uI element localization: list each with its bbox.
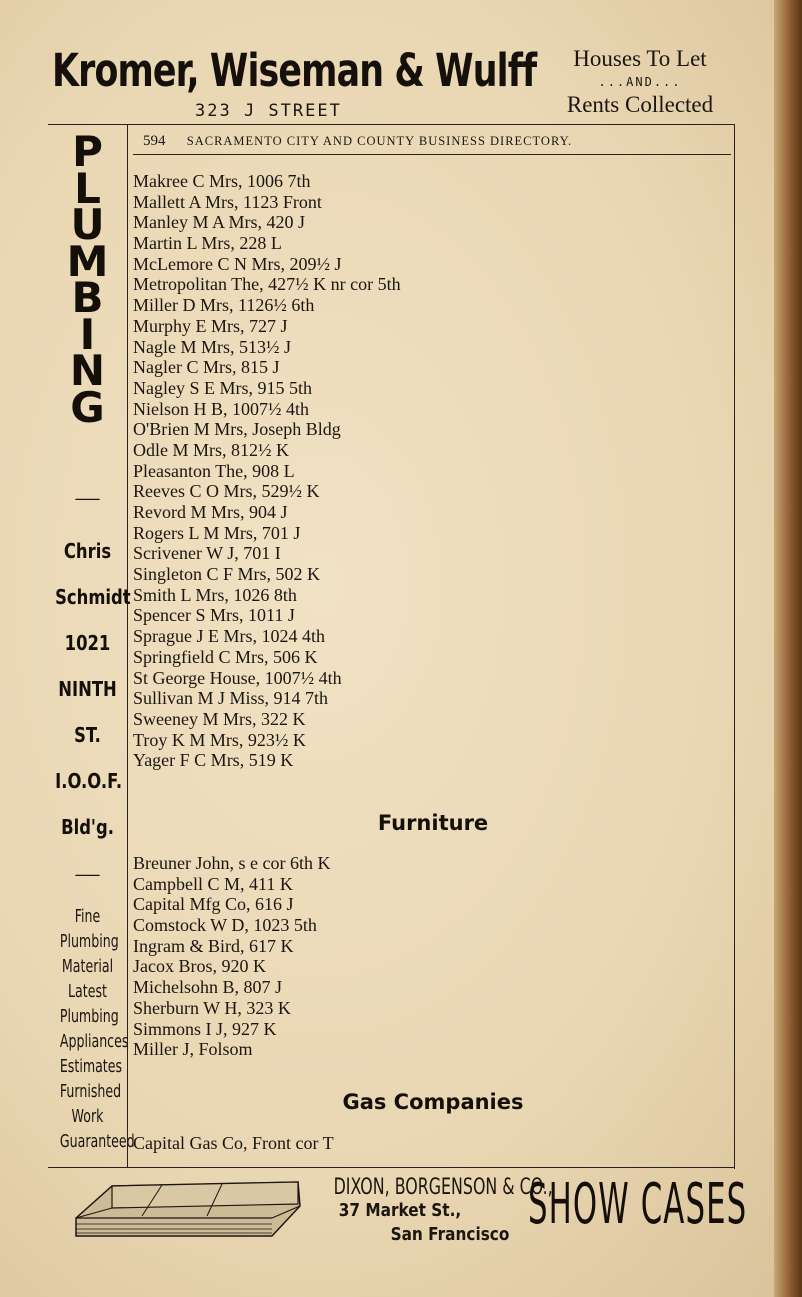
sidebar-light-line: Work: [71, 1106, 104, 1127]
list-item: Singleton C F Mrs, 502 K: [133, 564, 321, 585]
sidebar-light-line: Furnished: [59, 1081, 122, 1102]
list-item: Capital Gas Co, Front cor T: [133, 1133, 334, 1153]
list-item: Nagler C Mrs, 815 J: [133, 357, 280, 378]
plumbing-vertical-word: [48, 127, 127, 432]
showcase-cabinet-icon: [72, 1176, 308, 1242]
list-item: Metropolitan The, 427½ K nr cor 5th: [133, 274, 401, 295]
ad-product: SHOW CASES: [528, 1172, 748, 1237]
sidebar-letter: G: [70, 382, 105, 432]
list-item: Simmons I J, 927 K: [133, 1018, 277, 1039]
sidebar-light-line: Plumbing: [59, 1006, 119, 1027]
list-item: Reeves C O Mrs, 529½ K: [133, 481, 320, 502]
sidebar-letter: N: [69, 346, 106, 395]
sidebar-light-line: Latest: [68, 981, 107, 1002]
list-item: Miller J, Folsom: [133, 1039, 253, 1060]
sidebar-letter: U: [70, 200, 105, 249]
sidebar-divider: [127, 124, 128, 1168]
section-heading-furniture: Furniture: [377, 811, 489, 835]
list-item: Spencer S Mrs, 1011 J: [133, 605, 295, 626]
list-item: Nagle M Mrs, 513½ J: [133, 336, 291, 357]
list-item: Sherburn W H, 323 K: [133, 997, 291, 1018]
page-number: 594: [143, 133, 166, 149]
sidebar-bold-line: NINTH: [58, 677, 117, 701]
sidebar-letter: P: [72, 127, 103, 176]
list-item: O'Brien M Mrs, Joseph Bldg: [133, 419, 341, 440]
section-heading-gas-companies: Gas Companies: [342, 1090, 524, 1114]
list-item: Sweeney M Mrs, 322 K: [133, 708, 306, 729]
header-right-line3: Rents Collected: [566, 92, 714, 117]
sidebar-bold-line: 1021: [64, 631, 111, 655]
header-address: 323 J STREET: [195, 101, 342, 121]
sidebar-letter: B: [71, 273, 104, 322]
list-item: Capital Mfg Co, 616 J: [133, 894, 294, 915]
header-right-line1: Houses To Let: [573, 46, 707, 71]
sidebar-light-line: Appliances: [59, 1031, 129, 1052]
sidebar-bold-line: Schmidt: [55, 585, 131, 609]
list-item: Makree C Mrs, 1006 7th: [133, 171, 311, 191]
list-item: Murphy E Mrs, 727 J: [133, 315, 288, 336]
plumbing-sidebar-ad: [48, 127, 135, 1164]
list-item: Pleasanton The, 908 L: [133, 460, 295, 481]
list-item: Rogers L M Mrs, 701 J: [133, 522, 301, 543]
ad-street: 37 Market St.,: [338, 1200, 462, 1221]
gas-listings: [133, 1133, 723, 1154]
list-item: Martin L Mrs, 228 L: [133, 233, 282, 254]
sidebar-bold-line: Bld'g.: [61, 815, 114, 839]
list-item: Troy K M Mrs, 923½ K: [133, 729, 306, 750]
sidebar-light-line: Plumbing: [59, 931, 119, 952]
list-item: Scrivener W J, 701 I: [133, 543, 281, 564]
bottom-rule: [48, 1167, 734, 1168]
sidebar-light-line: Estimates: [59, 1056, 123, 1077]
running-title: SACRAMENTO CITY AND COUNTY BUSINESS DIRECTORY.: [186, 134, 573, 148]
header-firm-name: Kromer, Wiseman & Wulff: [52, 44, 537, 97]
list-item: Smith L Mrs, 1026 8th: [133, 584, 297, 605]
sidebar-light-line: Material: [61, 956, 114, 977]
header-right-line2: ...AND...: [598, 75, 682, 89]
list-item: Manley M A Mrs, 420 J: [133, 212, 306, 233]
sidebar-bold-line: I.O.O.F.: [55, 769, 123, 793]
sidebar-dash: —: [75, 485, 100, 511]
sidebar-letter: L: [74, 163, 101, 213]
sidebar-letter: M: [66, 236, 109, 286]
list-item: Ingram & Bird, 617 K: [133, 935, 294, 956]
list-item: McLemore C N Mrs, 209½ J: [133, 253, 342, 274]
list-item: Michelsohn B, 807 J: [133, 977, 283, 998]
ad-city: San Francisco: [390, 1224, 510, 1245]
list-item: Nagley S E Mrs, 915 5th: [133, 377, 312, 398]
sidebar-light-line: Fine: [74, 906, 101, 927]
list-item: Mallett A Mrs, 1123 Front: [133, 191, 322, 212]
sidebar-bold-line: ST.: [74, 723, 101, 747]
list-item: Jacox Bros, 920 K: [133, 956, 266, 977]
sidebar-letter: I: [79, 309, 96, 359]
list-item: Sullivan M J Miss, 914 7th: [133, 688, 329, 709]
list-item: Yager F C Mrs, 519 K: [133, 750, 294, 771]
list-item: Revord M Mrs, 904 J: [133, 502, 288, 522]
furniture-listings: [133, 853, 723, 1060]
header-right-ad: [545, 44, 735, 120]
book-spine-edge: [774, 0, 802, 1297]
sidebar-dash: —: [75, 861, 100, 887]
list-item: St George House, 1007½ 4th: [133, 667, 342, 688]
running-header: [133, 128, 731, 155]
list-item: Sprague J E Mrs, 1024 4th: [133, 626, 325, 647]
list-item: Springfield C Mrs, 506 K: [133, 646, 318, 667]
sidebar-bold-line: Chris: [63, 539, 112, 563]
list-item: Breuner John, s e cor 6th K: [133, 853, 331, 873]
list-item: Odle M Mrs, 812½ K: [133, 439, 289, 460]
ad-firm-name: DIXON, BORGENSON & CO.,: [333, 1175, 553, 1200]
list-item: Miller D Mrs, 1126½ 6th: [133, 295, 315, 316]
list-item: Nielson H B, 1007½ 4th: [133, 398, 310, 419]
list-item: Campbell C M, 411 K: [133, 873, 293, 894]
list-item: Comstock W D, 1023 5th: [133, 915, 317, 936]
listings-continued: [133, 171, 723, 771]
sidebar-light-line: Guaranteed: [59, 1131, 135, 1152]
